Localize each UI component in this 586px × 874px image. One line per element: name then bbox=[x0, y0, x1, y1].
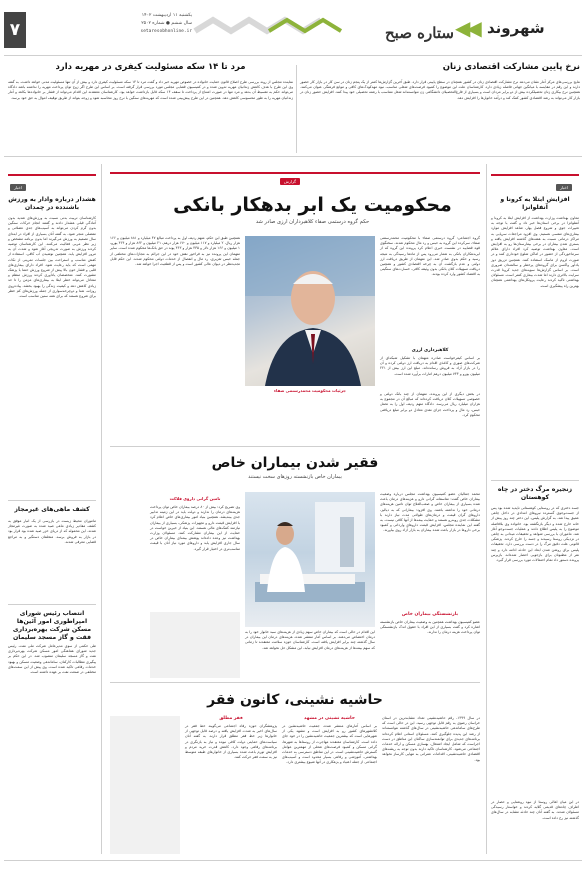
right-body-3: در این میان اهالی روستا از نبود روشنایی و حصار در اطراف چاه‌های قدیمی گلایه کردند و خواستار رسیدگی مسئولان شدند. به گفته آنان چند حادثه مشابه در سال‌های گذشته نیز رخ داده است. bbox=[491, 800, 579, 820]
issue-number: سال ششم ● شماره ۲۵۰۲ bbox=[141, 21, 192, 26]
page-number: ۷ bbox=[4, 12, 26, 48]
main-red-divider bbox=[110, 172, 480, 174]
main-story-tag: گزارش bbox=[280, 178, 300, 185]
section-banner bbox=[455, 10, 578, 50]
red-divider bbox=[491, 174, 579, 176]
hospital-body-mid: این اقدام در حالی است که بیماران خاص سهم زیادی از هزینه‌های سبد خانوار خود را به درمان اختصاص می‌دهند. بر اساس آمار منتشر شده، هزینه‌های درمان این بیماران در سال گذشته چند برابر افزایش یافته است. کارشناسان حوزه سلامت معتقدند تا زمانی که سهم بیمه‌ها از هزینه‌های درمان افزایش نیابد، این مشکل حل نخواهد شد. bbox=[245, 630, 375, 650]
main-body-mid: در بخش دیگری از این پرونده، متهمان از چند بانک دولتی و خصوصی تسهیلات کلان دریافت کرده‌اند که مبالغ آن در مجموع به هزاران میلیارد ریال می‌رسد. دادگاه متهم ردیف اول را به تحمل حبس، رد مال و پرداخت جزای نقدی معادل دو برابر مبلغ دریافتی محکوم کرد. bbox=[380, 392, 480, 417]
main-body-right-2: بر اساس کیفرخواست صادره متهمان با تشکیل شبکه‌ای از شرکت‌های صوری و کاغذی اقدام به دریافت ارز دولتی کرده و آن را در بازار آزاد به فروش رسانده‌اند. مبلغ این ارز بیش از ۲۲۱ میلیون یورو و ۷۴۳ میلیون درهم امارات برآورد شده است. bbox=[380, 356, 480, 376]
left-body-2: ماموران محیط زیست در بازرسی از یک انبار موفق به کشف مقادیر زیادی ماهی صید شده به صورت غیرمجاز شدند. این محموله که از دریای خزر صید شده بود قرار بود در بازار به فروش برسد. متخلفان دستگیر و به مراجع قضایی معرفی شدند. bbox=[8, 519, 96, 544]
website-link[interactable]: setaresobhonline.ir bbox=[140, 29, 192, 34]
row-divider bbox=[4, 156, 582, 157]
left-head-2: کشف ماهی‌های غیرمجاز bbox=[14, 506, 90, 513]
column-divider bbox=[296, 65, 297, 153]
right-news-column bbox=[486, 164, 582, 854]
left-column-tag: اخبار bbox=[10, 184, 26, 191]
hospital-photo bbox=[245, 492, 375, 627]
hospital-body-right-2: عضو کمیسیون بهداشت همچنین به وضعیت بیماران خاص بازنشسته اشاره کرد و گفت بسیاری از این افراد با حقوق اندک بازنشستگی توان پرداخت هزینه درمان را ندارند. bbox=[380, 620, 480, 635]
poverty-body-3: در سال ۱۳۹۹، رقم حاشیه‌نشینی تعداد مشابه‌ترین در استان خراسان رضوی به رقم قابل توجهی رسید. این در حالی است که طرح‌های ساماندهی حاشیه‌نشینی در سال‌های گذشته نتوانسته‌اند از رشد این پدیده جلوگیری کنند. مسئولان استانی اعلام کرده‌اند برنامه‌های جدیدی برای توانمندسازی ساکنان این مناطق در دست اجراست که شامل ایجاد اشتغال، بهسازی مسکن و ارائه خدمات اجتماعی می‌شود. کارشناسان تاکید دارند بدون توجه به ریشه‌های اقتصادی حاشیه‌نشینی، اقدامات عمرانی به تنهایی کارساز نخواهد بود. bbox=[382, 716, 481, 762]
footer-divider bbox=[4, 860, 582, 861]
header-divider bbox=[4, 55, 582, 56]
hospital-body-right: محمد جمالیان عضو کمیسیون بهداشت مجلس درباره وضعیت بیماران خاص گفت: متاسفانه گرانی دارو و هزینه‌های درمان باعث شده بسیاری از بیماران خاص و صعب‌العلاج توان تامین هزینه‌های درمانی خود را نداشته باشند. وی افزود: بیمارانی که به دیالیز، داروهای گران قیمت و درمان‌های طولانی مدت نیاز دارند با مشکلات جدی روبه‌رو هستند و حمایت بیمه‌ها از آنها کافی نیست. به گفته این نماینده مجلس، افزایش قیمت داروهای وارداتی و کمبود برخی داروها در بازار باعث شده بیماران به بازار آزاد روی بیاورند. bbox=[380, 492, 480, 533]
right-divider bbox=[491, 480, 579, 481]
left-news-column bbox=[4, 164, 102, 854]
main-headline: محکومیت یک ابر بدهکار بانکی bbox=[173, 194, 452, 216]
right-body-1: معاون بهداشت وزارت بهداشت از افزایش ابتلا به کرونا و آنفلوانزا در برخی استان‌ها خبر داد و گفت با توجه به تغییرات جوی و شروع فصل بهار، شاهد افزایش موارد بیماری‌های تنفسی هستیم. وی افزود مراجعات سرپایی به مراکز درمانی نسبت به هفته‌های گذشته افزایش یافته و بستری شدن بیماران در برخی بیمارستان‌ها رو به افزایش است. معاون بهداشت توصیه کرد افراد دارای علائم سرماخوردگی از حضور در اماکن شلوغ خودداری کنند و در صورت لزوم از ماسک استفاده کنند. همچنین تزریق دوز یادآور واکسن برای گروه‌های پرخطر و سالمندان ضروری است. بر اساس گزارش‌ها سویه‌های جدید کرونا قدرت سرایت بالاتری دارند اما شدت بیماری کمتر است. مسئولان بهداشتی تاکید کردند رعایت پروتکل‌های بهداشتی همچنان بهترین راه پیشگیری است. bbox=[491, 216, 579, 288]
poverty-side-box bbox=[110, 716, 180, 854]
hospital-divider bbox=[110, 682, 480, 683]
hospital-illustration bbox=[245, 492, 375, 627]
portrait-illustration bbox=[245, 236, 375, 386]
top-left-body: نماینده مجلس از روند بررسی طرح اصلاح قانون حمایت خانواده در خصوص مهریه خبر داد و گفت مرد تا ۱۴ سکه مسئولیت کیفری دارد و بیش از آن تنها مسئولیت مدنی خواهد داشت. به گفته وی این طرح با هدف کاهش زندانیان مهریه تدوین شده و در کمیسیون قضایی مجلس مورد بررسی قرار گرفته است. بر اساس این طرح اگر زوج توان پرداخت مهریه را نداشته باشد دادگاه می‌تواند حکم به تقسیط آن بدهد و مرد تنها در صورت امتناع از پرداخت تا سقف ۱۴ سکه قابل بازداشت خواهد بود. کارشناسان معتقدند این اقدام می‌تواند از فشار بر خانواده‌ها بکاهد و آمار زندانیان مهریه را به طور محسوسی کاهش دهد. همچنین در این طرح پیش‌بینی شده است که مهریه‌های سنگین با نرخ روز محاسبه شود و زوجه بتواند از طریق توقیف اموال به حق خود برسد. bbox=[8, 80, 293, 100]
main-body-right: گروه اجتماعی: گروه درستمی صفاء با محکومیت محمدرستمی صفاء، سرکرده این گروه به حبس و رد مال محکوم شدند. سخنگوی قوه قضاییه در نشست خبری اعلام کرد پرونده این گروه که از ابربدهکاران بانکی به شمار می‌رود پس از ماه‌ها رسیدگی به نتیجه رسید و حکم بدوی صادر شد. این متهمان از طریق دریافت ارز دولتی و عدم بازگشت آن به چرخه اقتصادی کشور و همچنین دریافت تسهیلات کلان بانکی بدون وثیقه کافی، خسارت‌های سنگینی به اقتصاد کشور وارد کرده بودند. bbox=[380, 236, 480, 277]
hospital-sub-section: بازنشستگی بیماران خاص bbox=[401, 612, 459, 617]
main-body-left: همچنین طبق این حکم، متهم ردیف اول به پرداخت مبالغ ۴۷ میلیارد و ۸۸۱ میلیون و ۱۶۶ هزار ریال، ۲ میلیارد و ۱۱۷ میلیون و ۶۷۰ هزار درهم، ۲۱ میلیون و ۸۶۲ هزار و ۳۶۴ یورو، ۱ میلیون و ۱۶۶ هزار دلار و ۴۳۵ هزار و ۳۶۳ پوند در حق بانک‌ها محکوم شده است. سایر متهمان این پرونده نیز به فراخور نقش خود در این جرائم به مجازات‌های مختلفی از جمله حبس تعزیری، رد مال و انفصال از خدمات دولتی محکوم شدند. این حکم قابل تجدیدنظر در دیوان عالی کشور است و پس از قطعیت اجرا خواهد شد. bbox=[110, 236, 240, 267]
left-body-3: طی حکمی از سوی مدیرعامل شرکت ملی نفت، رئیس جدید شورای هماهنگی امور مسکن شرکت بهره‌برداری نفت و گاز مسجد سلیمان منصوب شد. در این حکم بر پیگیری مطالبات کارکنان، ساماندهی وضعیت مسکن و بهبود خدمات رفاهی تاکید شده است. وی پیش از این سمت‌های مختلفی در صنعت نفت بر عهده داشته است. bbox=[8, 644, 96, 675]
poverty-body-2: پژوهشگران حوزه رفاه اجتماعی می‌گویند خط فقر در سال‌های اخیر به شدت افزایش یافته و درصد قابل توجهی از خانوارها زیر خط فقر مطلق قرار دارند. به گفته آنان سیاست‌های حمایتی دولت کافی نبوده و نیاز به بازنگری در برنامه‌های رفاهی وجود دارد. کاهش قدرت خرید مردم و افزایش تورم باعث شده بسیاری از خانوارهای طبقه متوسط نیز به سمت فقر حرکت کنند. bbox=[185, 724, 277, 760]
hospital-headline: فقیر شدن بیماران خاص bbox=[211, 455, 379, 471]
masthead bbox=[0, 0, 586, 58]
issue-meta bbox=[32, 12, 192, 36]
logo-wordmark: ستاره صبح bbox=[385, 24, 454, 42]
hospital-subhead: بیماران خاص بازنشسته روزهای سخت نیستند bbox=[248, 474, 342, 480]
right-head-1: افزایش ابتلا به کرونا و آنفلوانزا bbox=[500, 196, 570, 211]
hospital-sidebar-box bbox=[150, 612, 240, 678]
chevron-icon: ◀◀ bbox=[455, 16, 478, 40]
poverty-body-1: بر اساس آمارهای منتشر شده، جمعیت حاشیه‌نشین در کلانشهرهای کشور رو به افزایش است و مشهد یکی از شهرهایی است که بیشترین جمعیت حاشیه‌نشین را در خود جای داده است. کارشناسان معتقدند مهاجرت از روستاها به شهرها، گرانی مسکن و کمبود فرصت‌های شغلی از مهمترین عوامل گسترش حاشیه‌نشینی است. در این مناطق دسترسی به خدمات بهداشتی، آموزشی و رفاهی بسیار محدود است و آسیب‌های اجتماعی از جمله اعتیاد و بزهکاری در آنها شیوع بیشتری دارد. bbox=[282, 724, 377, 765]
red-divider bbox=[8, 174, 96, 176]
left-head-1: هشدار درباره وادار به ورزش باشندده در چمدان bbox=[8, 196, 96, 211]
right-column-tag: اخبار bbox=[556, 184, 572, 191]
top-right-body: نتایج بررسی‌های مرکز آمار نشان می‌دهد نرخ مشارکت اقتصادی زنان در کشور همچنان در سطح پایینی قرار دارد. طبق آخرین گزارش‌ها کمتر از یک پنجم زنان در سن کار در بازار کار حضور دارند و این رقم در مقایسه با میانگین جهانی فاصله زیادی دارد. کارشناسان علت این موضوع را کمبود فرصت‌های شغلی مناسب، نبود مهدکودک‌های کافی و موانع فرهنگی عنوان می‌کنند. همچنین نرخ بیکاری زنان تحصیلکرده بیش از دو برابر مردان است و بسیاری از فارغ‌التحصیلان دانشگاهی زن نتوانسته‌اند شغل متناسب با رشته تحصیلی خود پیدا کنند. افزایش حضور زنان در بازار کار می‌تواند به رشد اقتصادی کشور کمک کند و درآمد خانوارها را افزایش دهد. bbox=[300, 80, 580, 100]
portrait-caption: جزئیات محکومیت محمدرستمی صفاء bbox=[274, 388, 346, 393]
newspaper-logo bbox=[195, 14, 454, 48]
top-left-headline: مرد تا ۱۴ سکه مسئولیت کیفری در مهریه دارد bbox=[55, 62, 246, 72]
main-subhead: حکم گروه درستمی صفاء کلاهبرداران ارزی صادر شد bbox=[255, 219, 370, 225]
main-sub-section: کلاهبرداری ارزی bbox=[411, 348, 449, 353]
main-divider bbox=[110, 446, 480, 447]
right-body-2: جسد دختری که در روستایی کوهستانی ناپدید شده بود پس از جست‌وجوی گسترده نیروهای امدادی در داخل چاهی عمیق پیدا شد. به گزارش پلیس، این دختر چند روز پیش از خانه خارج شده و دیگر بازنگشته بود. خانواده وی بلافاصله موضوع را به پلیس اطلاع دادند و عملیات جست‌وجو آغاز شد. ماموران با بررسی شواهد و تحقیقات میدانی به چاهی در نزدیکی روستا رسیدند و جسد را خارج کردند. پزشکی قانونی علت دقیق مرگ را در دست بررسی دارد. تحقیقات پلیس برای روشن شدن ابعاد این حادثه ادامه دارد و چند نفر از مظنونان برای بازجویی احضار شده‌اند. بازپرس پرونده دستور داد تمام احتمالات مورد بررسی قرار گیرد. bbox=[491, 506, 579, 563]
right-head-2: زنجیره مرگ دختر در چاه کوهستان bbox=[497, 486, 573, 501]
hospital-body-left: وی تصریح کرد: بیش از ۸۰ درصد بیماران خاص توان پرداخت هزینه‌های درمان را ندارند و دولت باید در این زمینه تدابیر جدی بیندیشد. همچنین بنیاد امور بیماری‌های خاص اعلام کرد با افزایش قیمت دارو و تجهیزات پزشکی، بسیاری از بیماران نیازمند کمک‌های مالی هستند. این بنیاد از خیرین خواست در حمایت از این بیماران مشارکت کنند. مسئولان وزارت بهداشت نیز وعده داده‌اند پوشش بیمه‌ای بیماران خاص در سال جاری افزایش یابد و داروهای مورد نیاز آنان با قیمت مناسب‌تری در اختیار قرار گیرد. bbox=[150, 505, 240, 551]
poverty-sub-2: فقر مطلق bbox=[219, 716, 243, 721]
top-right-headline: نرخ پایین مشارکت اقتصادی زنان bbox=[442, 62, 580, 72]
hospital-caption: تامین گرانی داروی فلاکت bbox=[169, 496, 221, 501]
left-body-1: کارشناسان تربیت بدنی نسبت به ورزش‌های شدید بدون آمادگی قبلی هشدار دادند و گفتند انجام حرکات سنگین بدون گرم کردن می‌تواند به آسیب‌های جدی عضلانی و مفصلی منجر شود. به گفته آنان بسیاری از افراد در ابتدای سال تصمیم به ورزش می‌گیرند اما بدون برنامه مشخص و زیر نظر مربی فعالیت می‌کنند. این کارشناسان توصیه کردند ورزش به صورت تدریجی آغاز شود و شدت آن به مرور افزایش یابد. همچنین نوشیدن آب کافی، استفاده از کفش مناسب و استراحت بین جلسات تمرینی از نکات مهمی است که باید رعایت شود. افراد دارای بیماری‌های قلبی و فشار خون بالا پیش از شروع ورزش حتما با پزشک مشورت کنند. متخصصان یادآوری کردند ورزش منظم و متعادل می‌تواند خطر ابتلا به بیماری‌های مزمن را تا حد زیادی کاهش دهد و کیفیت زندگی را بهبود بخشد. پیاده‌روی روزانه، شنا و دوچرخه‌سواری از جمله ورزش‌های کم خطر برای شروع هستند که برای همه سنین مناسب است. bbox=[8, 216, 96, 299]
left-divider-2 bbox=[8, 604, 96, 605]
section-name: شهروند bbox=[487, 19, 545, 37]
left-divider bbox=[8, 500, 96, 501]
portrait-photo bbox=[245, 236, 375, 386]
issue-date: یکشنبه ۱۱ اردیبهشت ۱۴۰۲ bbox=[141, 13, 192, 18]
poverty-headline: حاشیه نشینی، کانون فقر bbox=[207, 692, 383, 708]
poverty-sub-1: حاشیه نشینی در مشهد bbox=[304, 716, 355, 721]
left-head-3: انتصاب رئیس شورای امپراطوری امور آئین‌ها مسکن شرکت بهره‌برداری فقت و گاز مسجد سلیمان bbox=[12, 610, 92, 641]
